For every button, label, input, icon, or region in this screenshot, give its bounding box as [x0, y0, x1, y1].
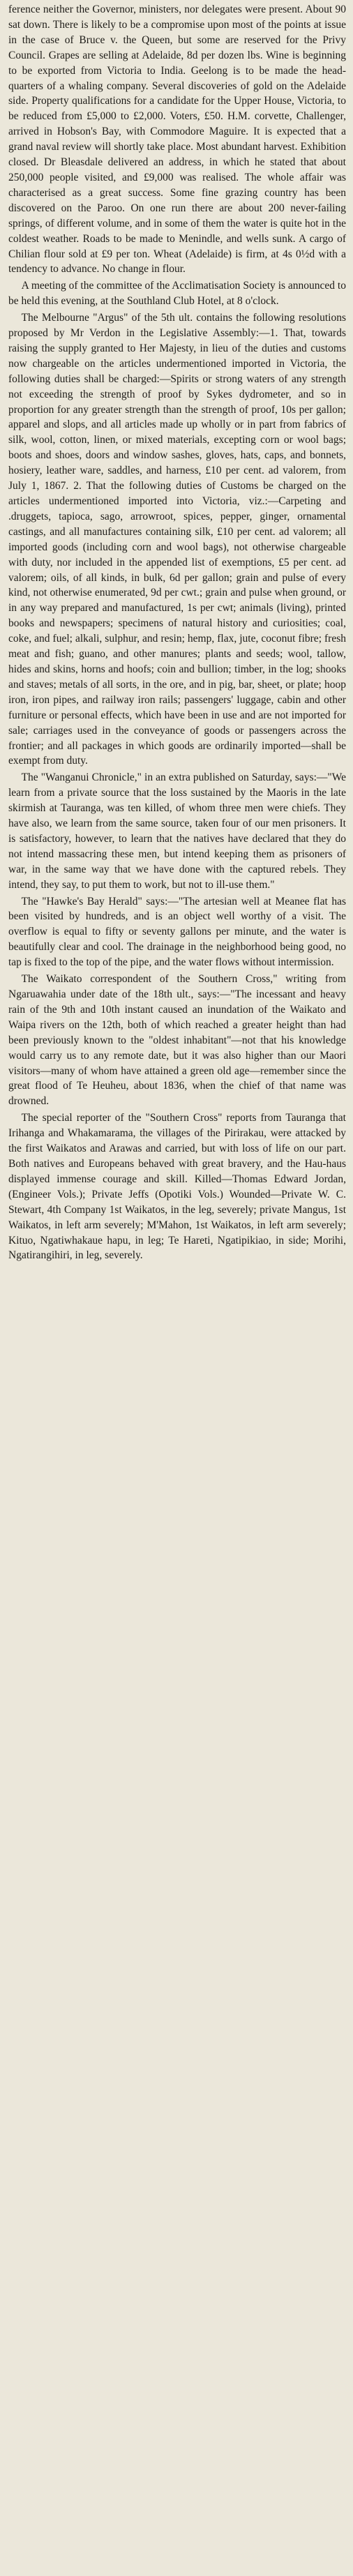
article-paragraph-hawkes-bay-herald: The "Hawke's Bay Herald" says:—"The artesian well at Meanee flat has been visited by hundreds, and is an object well worthy of a visit. The overflow is equal to fifty or seventy gallons per minute, and the water is beautifully clear and cool. The drainage in the neighborhood being good, no tap is fixed to the top of the pipe, and the water flows without intermission. — [8, 895, 346, 969]
article-paragraph-intelligence-summary: ference neither the Governor, ministers, nor delegates were present. About 90 sat down. There is likely to be a compromise upon most of the points at issue in the case of Bruce v. the Queen, but some are reserved for the Privy Council. Grapes are selling at Adelaide, 8d per dozen lbs. Wine is beginning to be exported from Victoria to India. Geelong is to be made the head-quarters of a whaling company. Several discoveries of gold on the Adelaide side. Property qualifications for a candidate for the Upper House, Victoria, to be reduced from £5,000 to £2,000. Voters, £50. H.M. corvette, Challenger, arrived in Hobson's Bay, with Commodore Maguire. It is expected that a grand naval review will shortly take place. Most abundant harvest. Exhibition closed. Dr Bleasdale delivered an address, in which he stated that about 250,000 people visited, and £9,000 was realised. The whole affair was characterised as a great success. Some fine grazing country has been discovered on the Paroo. On one run there are about 200 never-failing springs, of different volume, and in some of them the water is quite hot in the coldest weather. Roads to be made to Menindle, and wells sunk. A cargo of Chilian flour sold at £9 per ton. Wheat (Adelaide) is firm, at 4s 0½d with a tendency to advance. No change in flour. — [8, 3, 346, 276]
article-paragraph-waikato-correspondent: The Waikato correspondent of the Southern Cross," writing from Ngaruawahia under date of the 18th ult., says:—"The incessant and heavy rain of the 9th and 10th instant caused an inundation of the Waikato and Waipa rivers on the 12th, both of which reached a greater height than had been previously known to the "oldest inhabitant"—not that his knowledge would carry us to any remote date, but it was also higher than our Maori visitors—many of whom have attained a green old age—remember since the great flood of Te Heuheu, about 1836, when the chief of that name was drowned. — [8, 973, 346, 1108]
article-paragraph-acclimatisation-society: A meeting of the committee of the Acclimatisation Society is announced to be held this evening, at the Southland Club Hotel, at 8 o'clock. — [8, 280, 346, 308]
article-paragraph-wanganui-chronicle: The "Wanganui Chronicle," in an extra published on Saturday, says:—"We learn from a private source that the loss sustained by the Maoris in the late skirmish at Tauranga, was ten killed, of whom three men were chiefs. They have also, we learn from the same source, taken four of our men prisoners. It is satisfactory, however, to learn that the natives have declared that they do not intend massacring these men, but intend keeping them as prisoners of war, in the same way that we have done with the captured rebels. They intend, they say, to put them to work, but not to ill-use them." — [8, 771, 346, 891]
article-paragraph-tauranga-report: The special reporter of the "Southern Cross" reports from Tauranga that Irihanga and Whakamarama, the villages of the Pirirakau, were attacked by the first Waikatos and Arawas and carried, but with loss of life on our part. Both natives and Europeans behaved with great bravery, and the Hau-haus displayed immense courage and skill. Killed—Thomas Edward Jordan, (Engineer Vols.); Private Jeffs (Opotiki Vols.) Wounded—Private W. C. Stewart, 4th Company 1st Waikatos, in the leg, severely; private Mangus, 1st Waikatos, in left arm severely; M'Mahon, 1st Waikatos, in left arm severely; Kituo, Ngatiwhakaue hapu, in leg; Te Hareti, Ngatipikiao, in side; Morihi, Ngatirangihiri, in leg, severely. — [8, 1112, 346, 1262]
article-paragraph-melbourne-argus-duties: The Melbourne "Argus" of the 5th ult. contains the following resolutions proposed by Mr Verdon in the Legislative Assembly:—1. That, towards raising the supply granted to Her Majesty, in lieu of the duties and customs now chargeable on the articles undermentioned imported in Victoria, the following duties shall be charged:—Spirits or strong waters of any strength not exceeding the strength of proof by Sykes dydrometer, and so in proportion for any greater strength than the strength of proof, 10s per gallon; apparel and slops, and all articles made up wholly or in part from fabrics of silk, wool, cotton, linen, or mixed materials, excepting corn or wool bags; boots and shoes, doors and window sashes, gloves, hats, caps, and bonnets, hosiery, leather ware, saddles, and harness, £10 per cent. ad valorem, from July 1, 1867. 2. That the following duties of Customs be charged on the articles undermentioned imported into Victoria, viz.:—Carpeting and .druggets, tapioca, sago, arrowroot, spices, pepper, ginger, ornamental castings, and all manufactures containing silk, £10 per cent. ad valorem; all imported goods (including corn and wool bags), not otherwise chargeable with duty, nor included in the appended list of exemptions, £5 per cent. ad valorem; oils, of all kinds, in bulk, 6d per gallon; grain and pulse of every kind, not otherwise enumerated, 9d per cwt.; grain and pulse when ground, or in any way prepared and manufactured, 1s per cwt; animals (living), printed books and newspapers; specimens of natural history and curiosities; coal, coke, and fuel; alkali, sulphur, and resin; hemp, flax, jute, coconut fibre; fresh meat and fish; guano, and other manures; plants and seeds; wool, tallow, hides and skins, horns and hoofs; coin and bullion; timber, in the log; shooks and staves; metals of all sorts, in the ore, and in pig, bar, sheet, or plate; hoop iron, iron pipes, and railway iron rails; passengers' luggage, cabin and other furniture or personal effects, which have been in use and are not imported for sale; carriages used in the conveyance of goods or passengers across the frontier; and all packages in which goods are ordinarily imported—shall be exempt from duty. — [8, 312, 346, 767]
